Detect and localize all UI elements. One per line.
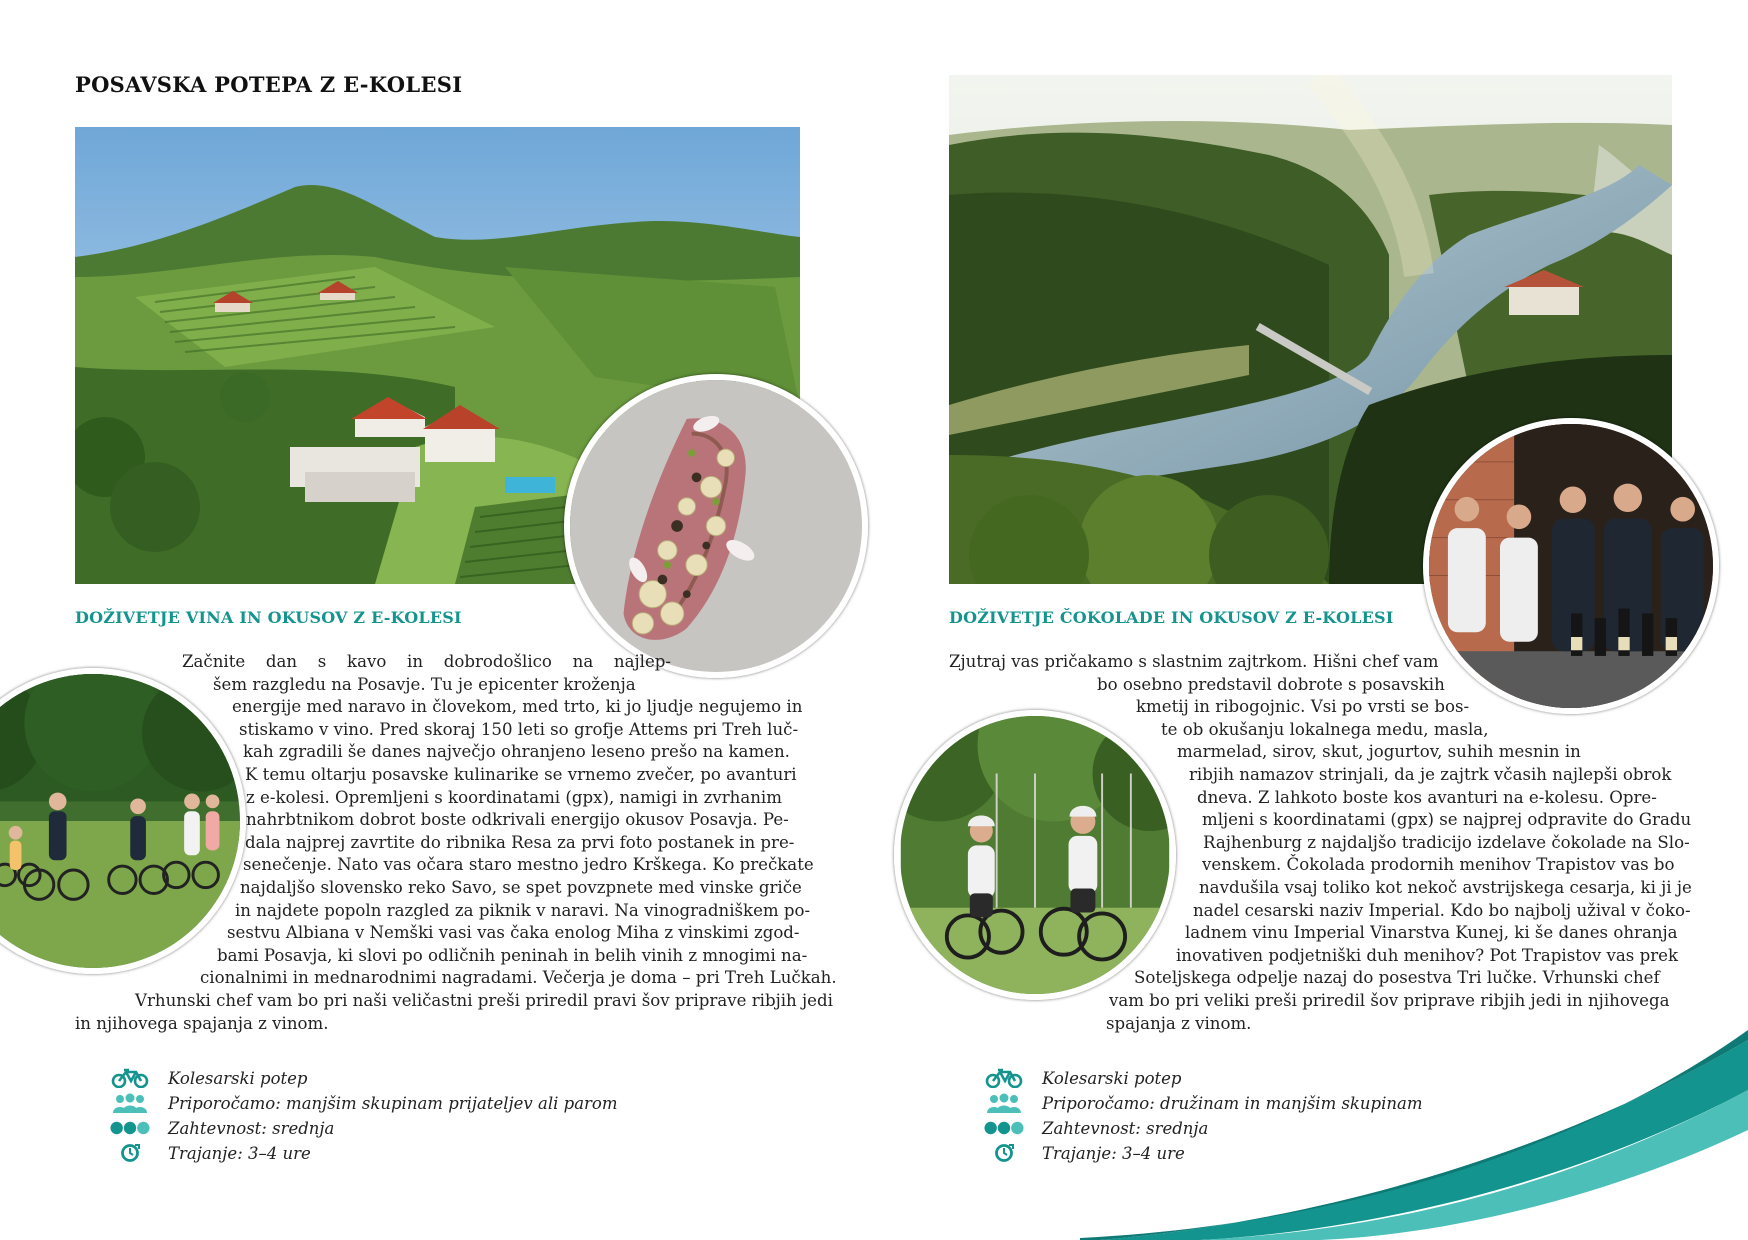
info-difficulty (110, 1116, 334, 1140)
info-route-type (110, 1066, 308, 1090)
text-line: ribjih namazov strinjali, da je zajtrk včasih najlepši obrok (1189, 764, 1672, 784)
text-line: kmetij in ribogojnic. Vsi po vrsti se bos- (1136, 697, 1470, 717)
text-line: inovativen podjetniški duh menihov? Pot Trapistov vas prek (1176, 945, 1679, 965)
right-body-text (949, 651, 1692, 1035)
text-line: senečenje. Nato vas očara staro mestno jedro Krškega. Ko prečkate (243, 855, 814, 875)
section-subtitle: DOŽIVETJE ČOKOLADE IN OKUSOV Z E-KOLESI (949, 608, 1394, 627)
text-line: mljeni s koordinatami (gpx) se najprej odpravite do Gradu (1202, 810, 1692, 830)
text-line: in najdete popoln razgled za piknik v naravi. Na vinogradniškem po- (235, 900, 811, 920)
info-text: Kolesarski potep (168, 1068, 308, 1088)
section-subtitle: DOŽIVETJE VINA IN OKUSOV Z E-KOLESI (75, 608, 462, 627)
text-line: nadel cesarski naziv Imperial. Kdo bo najbolj užival v čoko- (1193, 900, 1691, 920)
text-line: te ob okušanju lokalnega medu, masla, (1161, 719, 1489, 739)
text-line: navdušila vsaj toliko kot nekoč avstrijskega cesarja, ki ji je (1199, 877, 1692, 897)
info-text: Trajanje: 3–4 ure (168, 1143, 311, 1163)
text-line: cionalnimi in mednarodnimi nagradami. Večerja je doma – pri Treh Lučkah. (200, 968, 837, 988)
text-line: energije med naravo in človekom, med trto, ki jo ljudje negujemo in (232, 697, 803, 717)
info-text: Zahtevnost: srednja (1042, 1118, 1209, 1138)
text-line: dala najprej zavrtite do ribnika Resa za prvi foto postanek in pre- (245, 832, 795, 852)
duration-icon (110, 1142, 150, 1164)
text-line: ladnem vinu Imperial Vinarstva Kunej, ki še danes ohranja (1185, 923, 1678, 943)
bicycle-icon (110, 1067, 150, 1089)
difficulty-dots-icon (110, 1117, 150, 1139)
text-line: vam bo pri veliki preši priredil šov priprave ribjih jedi in njihovega (1109, 990, 1670, 1010)
text-line: K temu oltarju posavske kulinarike se vrnemo zvečer, po avanturi (245, 764, 797, 784)
text-line: Začnite dan s kavo in dobrodošlico na najlep- (182, 652, 671, 671)
text-line: marmelad, sirov, skut, jogurtov, suhih mesnin in (1177, 742, 1581, 762)
text-line: in njihovega spajanja z vinom. (75, 1013, 329, 1033)
info-text: Zahtevnost: srednja (168, 1118, 335, 1138)
text-line: bo osebno predstavil dobrote s posavskih (1097, 674, 1445, 694)
text-line: spajanja z vinom. (1106, 1013, 1252, 1033)
group-icon (110, 1092, 150, 1114)
food-dish-circle-photo (564, 374, 868, 678)
info-duration (110, 1141, 311, 1165)
text-line: bami Posavja, ki slovi po odličnih peninah in belih vinih z mnogimi na- (217, 945, 808, 965)
info-text: Priporočamo: manjšim skupinam prijateljev ali parom (168, 1093, 618, 1113)
text-line: Zjutraj vas pričakamo s slastnim zajtrkom. Hišni chef vam (949, 652, 1439, 671)
info-text: Trajanje: 3–4 ure (1042, 1143, 1185, 1163)
info-recommended (110, 1091, 618, 1115)
text-line: Rajhenburg z najdaljšo tradicijo izdelave čokolade na Slo- (1203, 832, 1690, 852)
text-line: Soteljskega odpelje nazaj do posestva Tri lučke. Vrhunski chef (1134, 968, 1660, 988)
decorative-wave (1080, 1030, 1748, 1240)
text-line: sestvu Albiana v Nemški vasi vas čaka enolog Miha z vinskimi zgod- (227, 923, 800, 943)
text-line: dneva. Z lahkoto boste kos avanturi na e-kolesu. Opre- (1197, 787, 1657, 807)
text-line: stiskamo v vino. Pred skoraj 150 leti so grofje Attems pri Treh luč- (239, 719, 799, 739)
info-text: Kolesarski potep (1042, 1068, 1182, 1088)
group-icon (984, 1092, 1024, 1114)
text-line: kah zgradili še danes največjo ohranjeno leseno prešo na kamen. (243, 742, 790, 762)
text-line: šem razgledu na Posavje. Tu je epicenter kroženja (213, 674, 636, 694)
info-text: Priporočamo: družinam in manjšim skupinam (1042, 1093, 1423, 1113)
duration-icon (984, 1142, 1024, 1164)
text-line: venskem. Čokolada prodornih menihov Trapistov vas bo (1202, 855, 1675, 875)
text-line: nahrbtnikom dobrot boste odkrivali energijo okusov Posavja. Pe- (246, 810, 789, 830)
text-line: najdaljšo slovensko reko Savo, se spet povzpnete med vinske griče (240, 877, 802, 897)
text-line: z e-kolesi. Opremljeni s koordinatami (gpx), namigi in zvrhanim (246, 787, 782, 807)
bicycle-icon (984, 1067, 1024, 1089)
left-body-text (75, 651, 837, 1035)
difficulty-dots-icon (984, 1117, 1024, 1139)
text-line: Vrhunski chef vam bo pri naši veličastni preši priredil pravi šov priprave ribjih jedi (135, 990, 833, 1010)
page-title: POSAVSKA POTEPA Z E-KOLESI (75, 72, 463, 97)
